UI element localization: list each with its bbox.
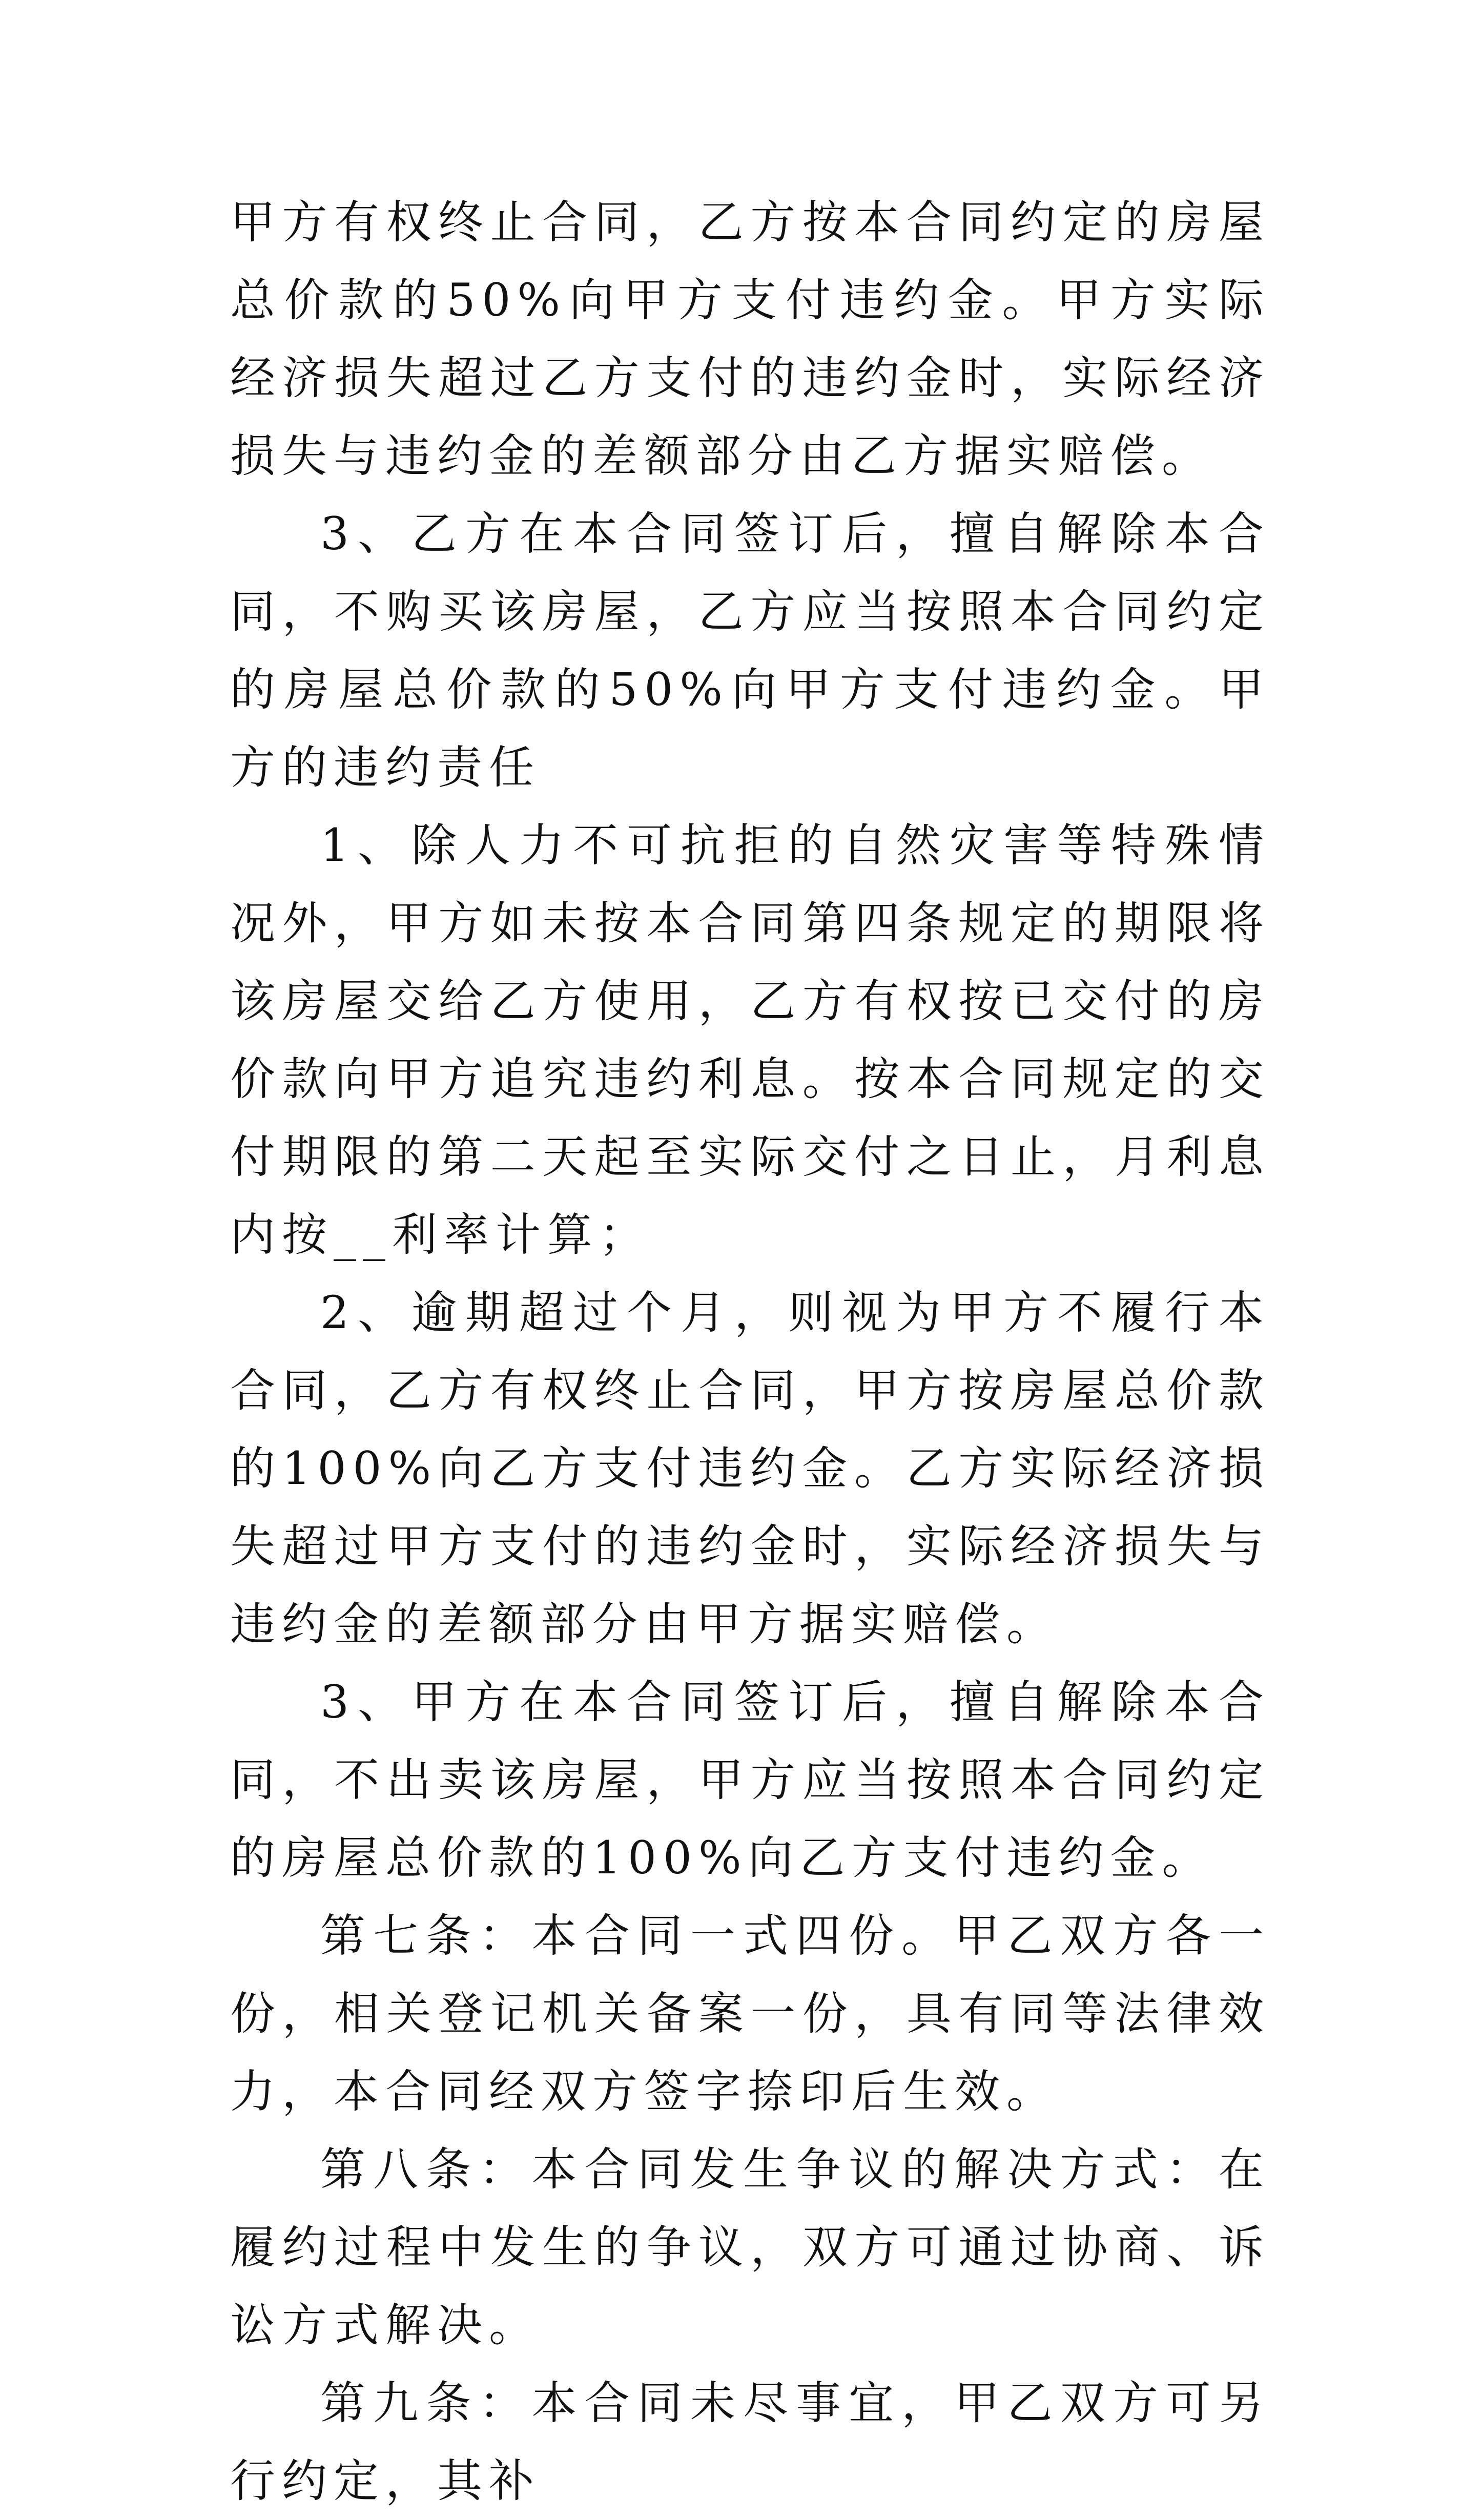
paragraph-clause-3-party-a: 3、甲方在本合同签订后，擅自解除本合同，不出卖该房屋，甲方应当按照本合同约定的房屋总价款的100%向乙方支付违约金。 xyxy=(230,1676,1270,1884)
document-body xyxy=(230,183,1270,2520)
paragraph-article-9: 第九条：本合同未尽事宜，甲乙双方可另行约定，其补 xyxy=(230,2377,1270,2507)
paragraph-clause-1-party-a: 1、除人力不可抗拒的自然灾害等特殊情况外，甲方如未按本合同第四条规定的期限将该房屋交给乙方使用，乙方有权按已交付的房价款向甲方追究违约利息。按本合同规定的交付期限的第二天起至实际交付之日止，月利息内按__利率计算； xyxy=(230,819,1270,1261)
paragraph-article-8: 第八条：本合同发生争议的解决方式：在履约过程中发生的争议，双方可通过协商、诉讼方式解决。 xyxy=(230,2143,1270,2351)
paragraph-clause-2-party-a: 2、逾期超过个月，则视为甲方不履行本合同，乙方有权终止合同，甲方按房屋总价款的100%向乙方支付违约金。乙方实际经济损失超过甲方支付的违约金时，实际经济损失与违约金的差额部分由甲方据实赔偿。 xyxy=(230,1286,1270,1650)
paragraph-clause-3-party-b: 3、乙方在本合同签订后，擅自解除本合同，不购买该房屋，乙方应当按照本合同约定的房屋总价款的50%向甲方支付违约金。甲方的违约责任 xyxy=(230,507,1270,794)
paragraph-continued: 甲方有权终止合同，乙方按本合同约定的房屋总价款的50%向甲方支付违约金。甲方实际经济损失超过乙方支付的违约金时，实际经济损失与违约金的差额部分由乙方据实赔偿。 xyxy=(230,196,1270,482)
paragraph-article-7: 第七条：本合同一式四份。甲乙双方各一份，相关登记机关备案一份，具有同等法律效力，本合同经双方签字捺印后生效。 xyxy=(230,1909,1270,2118)
